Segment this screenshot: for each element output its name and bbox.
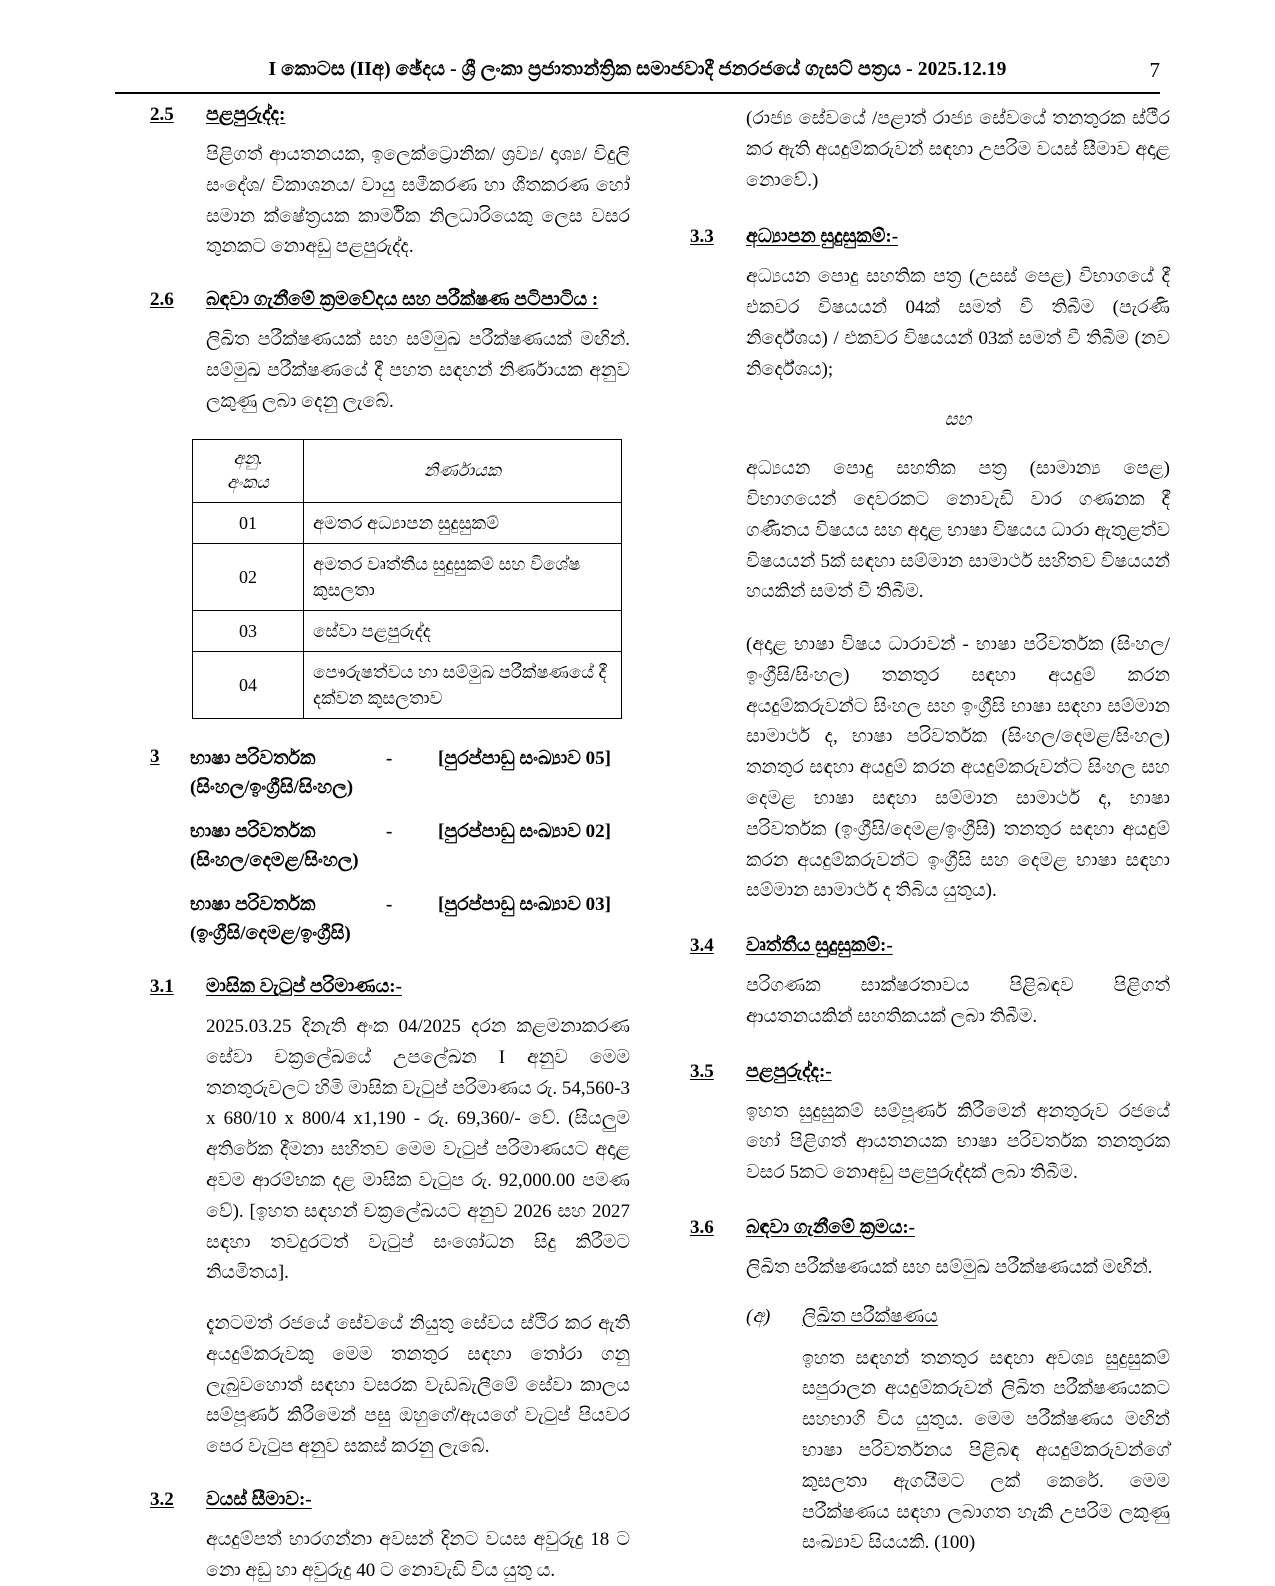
vacancy-list	[190, 745, 630, 948]
section-3-3-connector: සහ	[944, 409, 972, 430]
section-2-6-body: ලිඛිත පරීක්ෂණයක් සහ සම්මුඛ පරීක්ෂණයක් මඟින්. සම්මුඛ පරීක්ෂණයේ දී පහත සඳහන් නිර්ණායක අනුව ලකුණු ලබා දෙනු ලැබේ.	[206, 329, 630, 412]
left-column	[150, 104, 630, 1586]
section-3-3-body-1: අධ්‍යයන පොදු සහතික පත්‍ර (උසස් පෙළ) විභාගයේ දී එකවර විෂයයන් 04ක් සමත් වී තිබීම (පැරණි නිර්දේශය) / එකවර විෂයයන් 03ක් සමත් වී තිබීම (නව නිර්දේශය);	[746, 266, 1170, 380]
section-3-4-body: පරිගණක සාක්ෂරතාවය පිළිබඳව පිළිගත් ආයතනයකින් සහතිකයක් ලබා තිබීම.	[746, 975, 1170, 1027]
right-column	[690, 104, 1170, 1559]
list-item	[190, 891, 630, 948]
sub-item-letter: (අ)	[746, 1305, 771, 1327]
vacancy-dash: -	[386, 748, 393, 770]
section-3-6-heading	[690, 1217, 1170, 1239]
vacancy-language-pair: (සිංහල/ඉංග්‍රීසි/සිංහල)	[190, 776, 354, 798]
section-2-6-heading	[150, 289, 630, 311]
section-2-5-heading	[150, 104, 630, 126]
criteria-table-header-row	[193, 440, 622, 502]
vacancy-count: [පුරප්පාඩු සංඛ්‍යාව 03]	[438, 894, 611, 916]
page-header	[115, 58, 1160, 81]
section-3-5-heading	[690, 1061, 1170, 1083]
section-2-5-number: 2.5	[150, 104, 174, 125]
header-divider	[115, 92, 1160, 94]
section-3-3-title: අධ්‍යාපන සුදුසුකම්:-	[746, 226, 899, 248]
section-3-6-sub-a-heading	[690, 1306, 1170, 1328]
table-row	[193, 651, 622, 718]
criteria-row-no: 01	[193, 502, 304, 543]
criteria-header-no-line1: අනු.	[233, 448, 263, 469]
criteria-row-no: 03	[193, 610, 304, 651]
vacancy-post-title: භාෂා පරිවර්තක	[190, 821, 316, 843]
age-limit-note: (රාජ්‍ය සේවයේ /පළාත් රාජ්‍ය සේවයේ තනතුරක ස්ථීර කර ඇති අයදුම්කරුවන් සඳහා උපරිම වයස් සීමාව අදාළ නොවේ.)	[746, 108, 1170, 191]
list-item	[190, 745, 630, 802]
vacancy-post-title: භාෂා පරිවර්තක	[190, 894, 316, 916]
section-3-5-title: පළපුරුද්ද:-	[746, 1060, 832, 1082]
section-3-1-body-2: දැනටමත් රජයේ සේවයේ නියුතු සේවය ස්ථිර කර ඇති අයදුම්කරුවකු මෙම තනතුර සඳහා තෝරා ගනු ලැබුවහොත් සඳහා වසරක වැඩබැලීමේ සේවා කාලය සම්පූර්ණ කිරීමෙන් පසු ඔහුගේ/ඇයගේ වැටුප් පියවර පෙර වැටුප අනුව සකස් කරනු ලැබේ.	[206, 1313, 630, 1458]
section-2-5-title: පළපුරුද්ද:	[206, 104, 286, 125]
section-3-4-title: වෘත්තීය සුදුසුකම්:-	[746, 935, 893, 957]
criteria-table-wrapper	[150, 439, 630, 719]
section-3-1-number: 3.1	[150, 976, 174, 998]
vacancy-count: [පුරප්පාඩු සංඛ්‍යාව 05]	[438, 748, 611, 770]
section-3-6-sub-a-body: ඉහත සඳහන් තනතුර සඳහා අවශ්‍ය සුදුසුකම් සපුරාලන අයදුම්කරුවන් ලිඛිත පරීක්ෂණයකට සහභාගි විය යුතුය. මෙම පරීක්ෂණය මඟින් භාෂා පරිවර්තනය පිළිබඳ අයදුම්කරුවන්ගේ කුසලතා ඇගයීමට ලක් කෙරේ. මෙම පරීක්ෂණය සඳහා ලබාගත හැකි උපරිම ලකුණු සංඛ්‍යාව සියයකි. (100)	[802, 1347, 1170, 1554]
section-3-2-body: අයදුම්පත් භාරගන්නා අවසන් දිනට වයස අවුරුදු 18 ට නො අඩු හා අවුරුදු 40 ට නොවැඩි විය යුතු ය.	[206, 1528, 630, 1581]
criteria-row-no: 02	[193, 543, 304, 610]
vacancy-count: [පුරප්පාඩු සංඛ්‍යාව 02]	[438, 821, 611, 843]
criteria-row-text: පෞරුෂත්වය හා සම්මුඛ පරීක්ෂණයේ දී දක්වන කුසලතාව	[304, 651, 622, 718]
section-3-3-number: 3.3	[690, 226, 714, 248]
two-column-body	[0, 104, 1275, 1581]
section-3-3-body-3: (අදාළ භාෂා විෂය ධාරාවන් - භාෂා පරිවර්තක (සිංහල/ඉංග්‍රීසි/සිංහල) තනතුර සඳහා අයදුම් කරන අයදුම්කරුවන්ට සිංහල සහ ඉංග්‍රීසි භාෂා සඳහා සම්මාන සාමාර්ථ ද, භාෂා පරිවර්තක (සිංහල/දෙමළ/සිංහල) තනතුර සඳහා අයදුම් කරන අයදුම්කරුවන්ට සිංහල සහ දෙමළ භාෂා සඳහා සම්මාන සාමාර්ථ ද, භාෂා පරිවර්තක (ඉංග්‍රීසි/දෙමළ/ඉංග්‍රීසි) තනතුර සඳහා අයදුම් කරන අයදුම්කරුවන්ට ඉංග්‍රීසි සහ දෙමළ භාෂා සඳහා සම්මාන සාමාර්ථ ද තිබිය යුතුය).	[746, 634, 1170, 902]
criteria-row-text: සේවා පළපුරුද්ද	[304, 610, 622, 651]
section-3-1-title: මාසික වැටුප් පරිමාණය:-	[206, 976, 402, 998]
list-item	[190, 818, 630, 875]
section-3-vacancies	[150, 745, 630, 948]
spacer	[190, 802, 630, 818]
section-3-2-heading	[150, 1489, 630, 1511]
sub-item-label: ලිඛිත පරීක්ෂණය	[802, 1305, 938, 1327]
section-3-6-number: 3.6	[690, 1216, 714, 1238]
vacancy-dash: -	[386, 821, 393, 843]
section-3-4-number: 3.4	[690, 935, 714, 957]
section-3-3-heading	[690, 226, 1170, 248]
section-2-6-title: බඳවා ගැනීමේ ක්‍රමවේදය සහ පරීක්ෂණ පටිපාටිය :	[206, 289, 599, 311]
criteria-header-no-line2: අංකය	[226, 471, 270, 492]
section-3-6-body: ලිඛිත පරීක්ෂණයක් සහ සම්මුඛ පරීක්ෂණයක් මඟින්.	[746, 1256, 1153, 1278]
section-3-number: 3	[150, 746, 160, 768]
vacancy-post-title: භාෂා පරිවර්තක	[190, 748, 316, 770]
vacancy-language-pair: (ඉංග්‍රීසි/දෙමළ/ඉංග්‍රීසි)	[190, 922, 351, 944]
section-3-5-number: 3.5	[690, 1060, 714, 1082]
spacer	[190, 875, 630, 891]
section-3-6-title: බඳවා ගැනීමේ ක්‍රමය:-	[746, 1216, 916, 1238]
criteria-header-criterion: නිර්ණායක	[304, 440, 622, 502]
criteria-table	[192, 439, 622, 719]
table-row	[193, 543, 622, 610]
page-number: 7	[1149, 58, 1160, 82]
section-2-5-body: පිළිගත් ආයතනයක, ඉලෙක්ට්‍රොනික/ ශ්‍රව්‍ය/ දෘශ්‍ය/ විදුලි සංදේශ/ විකාශනය/ වායු සමීකරණ හා ශීතකරණ හෝ සමාන ක්ෂේත්‍රයක කාර්මික නිලධාරියෙකු ලෙස වසර තුනකට නොඅඩු පළපුරුද්ද.	[206, 144, 630, 258]
header-title: I කොටස (IIඅ) ඡේදය - ශ්‍රී ලංකා ප්‍රජාතාන්ත්‍රික සමාජවාදී ජනරජයේ ගැසට් පත්‍රය - 2025.12.19	[268, 59, 1007, 80]
vacancy-dash: -	[386, 894, 393, 916]
section-3-4-heading	[690, 935, 1170, 957]
table-row	[193, 610, 622, 651]
section-3-3-body-2: අධ්‍යයන පොදු සහතික පත්‍ර (සාමාන්‍ය පෙළ) විභාගයෙන් දෙවරකට නොවැඩි වාර ගණනක දී ගණිතය විෂයය සහ අදාළ භාෂා විෂයය ධාරා ඇතුළත්ව විෂයයන් 5ක් සඳහා සම්මාන සාමාර්ථ සහිතව විෂයයන් හයකින් සමත් වී තිබීම.	[746, 458, 1170, 603]
section-2-6-number: 2.6	[150, 289, 174, 311]
section-3-1-heading	[150, 976, 630, 998]
criteria-row-text: අමතර වෘත්තීය සුදුසුකම් සහ විශේෂ කුසලතා	[304, 543, 622, 610]
criteria-row-no: 04	[193, 651, 304, 718]
section-3-2-number: 3.2	[150, 1488, 174, 1510]
section-3-5-body: ඉහත සුදුසුකම් සම්පූර්ණ කිරීමෙන් අනතුරුව රජයේ හෝ පිළිගත් ආයතනයක භාෂා පරිවර්තක තනතුරක වසර 5කට නොඅඩු පළපුරුද්දක් ලබා තිබීම.	[746, 1100, 1170, 1184]
criteria-header-no	[193, 440, 304, 502]
section-3-1-body-1: 2025.03.25 දිනැති අංක 04/2025 දරන කළමනාකරණ සේවා චක්‍රලේඛයේ උපලේඛන I අනුව මෙම තනතුරුවලට හිමි මාසික වැටුප් පරිමාණය රු. 54,560-3 x 680/10 x 800/4 x1,190 - රු. 69,360/- වේ. (සියලුම අතිරේක දීමනා සහිතව මෙම වැටුප් පරිමාණයට අදාළ අවම ආරම්භක දළ මාසික වැටුප රු. 92,000.00 පමණ වේ). [ඉහත සඳහන් චක්‍රලේඛයට අනුව 2026 සහ 2027 සඳහා තවදුරටත් වැටුප් සංශෝධන සිදු කිරීමට නියමිතය].	[206, 1016, 630, 1284]
vacancy-language-pair: (සිංහල/දෙමළ/සිංහල)	[190, 849, 359, 871]
criteria-row-text: අමතර අධ්‍යාපන සුදුසුකම්	[304, 502, 622, 543]
table-row	[193, 502, 622, 543]
section-3-2-title: වයස් සීමාව:-	[206, 1488, 312, 1510]
